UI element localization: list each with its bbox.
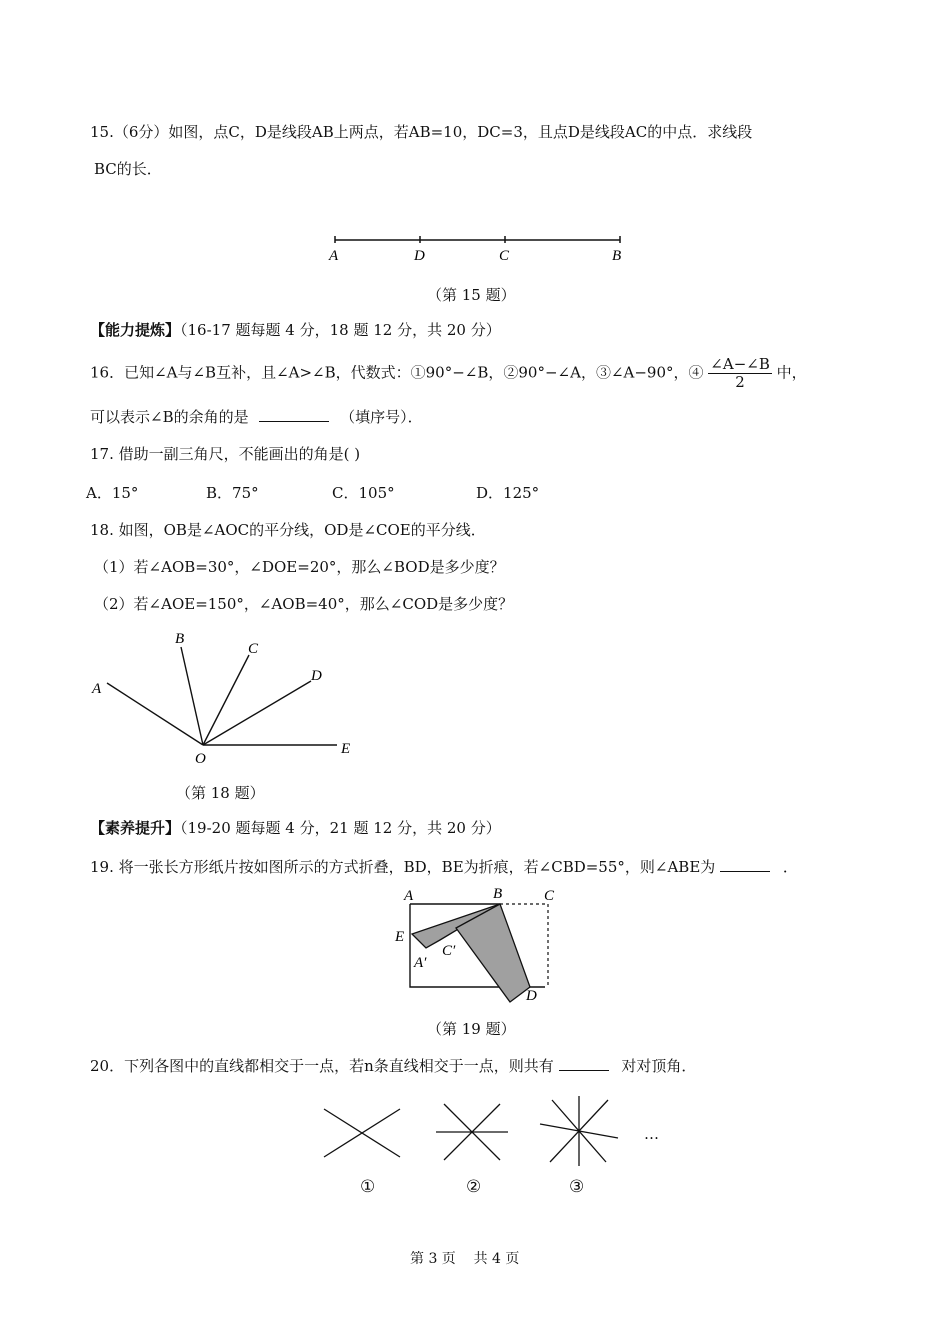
q16-fraction-denominator: 2 xyxy=(735,373,745,391)
q19-stem-suffix: ． xyxy=(782,858,798,876)
q17-option-d: D．125° xyxy=(476,484,540,502)
q20-stem xyxy=(90,1056,696,1076)
q18-part1: （1）若∠AOB=30°，∠DOE=20°，那么∠BOD是多少度？ xyxy=(94,558,505,576)
q15-label-c: C xyxy=(499,248,510,264)
q19-label-a-prime: A′ xyxy=(414,955,427,971)
q15-label-a: A xyxy=(329,248,339,264)
section-literacy-desc: （19-20 题每题 4 分，21 题 12 分，共 20 分） xyxy=(180,819,501,837)
q20-ellipsis: … xyxy=(644,1125,659,1143)
q19-stem-prefix: 19. 将一张长方形纸片按如图所示的方式折叠，BD，BE为折痕，若∠CBD=55°，则∠ABE为 xyxy=(90,858,716,876)
q19-caption: （第 19 题） xyxy=(427,1020,516,1038)
q20-label-2: ② xyxy=(466,1177,482,1197)
q20-stem-suffix: 对对顶角． xyxy=(621,1057,697,1075)
q16-stem-line2 xyxy=(90,407,423,427)
q17-stem: 17. 借助一副三角尺，不能画出的角是( ) xyxy=(90,445,361,463)
q16-line2-suffix: （填序号）． xyxy=(340,408,423,426)
q18-angle-figure xyxy=(85,625,375,770)
q20-answer-blank[interactable] xyxy=(559,1056,609,1071)
q18-part2: （2）若∠AOE=150°，∠AOB=40°，那么∠COD是多少度？ xyxy=(94,595,514,613)
q19-label-a: A xyxy=(404,888,414,904)
q17-option-b: B．75° xyxy=(206,484,259,502)
q16-line1-prefix: 16．已知∠A与∠B互补，且∠A>∠B，代数式：①90°−∠B，②90°−∠A，③∠A−90°，④ xyxy=(90,363,704,382)
section-ability-desc: （16-17 题每题 4 分，18 题 12 分，共 20 分） xyxy=(180,321,501,339)
q19-label-d: D xyxy=(526,988,537,1004)
q16-line1-suffix: 中， xyxy=(776,363,807,382)
q16-answer-blank[interactable] xyxy=(259,407,329,422)
q20-stem-prefix: 20．下列各图中的直线都相交于一点，若n条直线相交于一点，则共有 xyxy=(90,1057,554,1075)
q19-label-b: B xyxy=(493,886,503,902)
q19-fold-figure xyxy=(390,882,570,1010)
q16-fraction-numerator: ∠A−∠B xyxy=(710,355,770,373)
q15-label-d: D xyxy=(414,248,425,264)
q18-label-o: O xyxy=(195,751,206,767)
q16-line2-prefix: 可以表示∠B的余角的是 xyxy=(90,408,249,426)
section-ability-title: 【能力提炼】 xyxy=(90,321,181,339)
q18-label-e: E xyxy=(341,741,351,757)
q19-label-c-prime: C′ xyxy=(442,943,456,959)
section-literacy-title: 【素养提升】 xyxy=(90,819,181,837)
q15-stem-line1: 15.（6分）如图，点C，D是线段AB上两点，若AB=10，DC=3，且点D是线段AC的中点．求线段 xyxy=(90,123,753,141)
q20-label-1: ① xyxy=(360,1177,376,1197)
q18-stem: 18. 如图，OB是∠AOC的平分线，OD是∠COE的平分线． xyxy=(90,521,486,539)
q19-label-c: C xyxy=(544,888,555,904)
q20-figure-1 xyxy=(322,1105,402,1160)
q15-caption: （第 15 题） xyxy=(427,286,516,304)
q18-label-a: A xyxy=(92,681,102,697)
q18-label-b: B xyxy=(175,631,185,647)
q15-stem-line2: BC的长． xyxy=(94,160,162,178)
q19-stem xyxy=(90,857,798,877)
section-literacy-heading xyxy=(90,818,501,838)
q19-label-e: E xyxy=(395,929,405,945)
q16-fraction xyxy=(708,356,772,391)
q17-option-c: C．105° xyxy=(332,484,395,502)
q19-answer-blank[interactable] xyxy=(720,857,770,872)
section-ability-heading xyxy=(90,320,501,340)
q20-figure-3 xyxy=(538,1094,620,1168)
q18-label-c: C xyxy=(248,641,259,657)
q20-label-3: ③ xyxy=(569,1177,585,1197)
q18-caption: （第 18 题） xyxy=(176,784,265,802)
q16-stem-line1 xyxy=(90,356,807,391)
q18-label-d: D xyxy=(311,668,322,684)
q15-label-b: B xyxy=(612,248,622,264)
q20-figure-2 xyxy=(434,1102,510,1162)
q17-option-a: A．15° xyxy=(86,484,139,502)
q15-segment-figure xyxy=(320,228,640,268)
page-footer: 第 3 页 共 4 页 xyxy=(410,1251,520,1267)
